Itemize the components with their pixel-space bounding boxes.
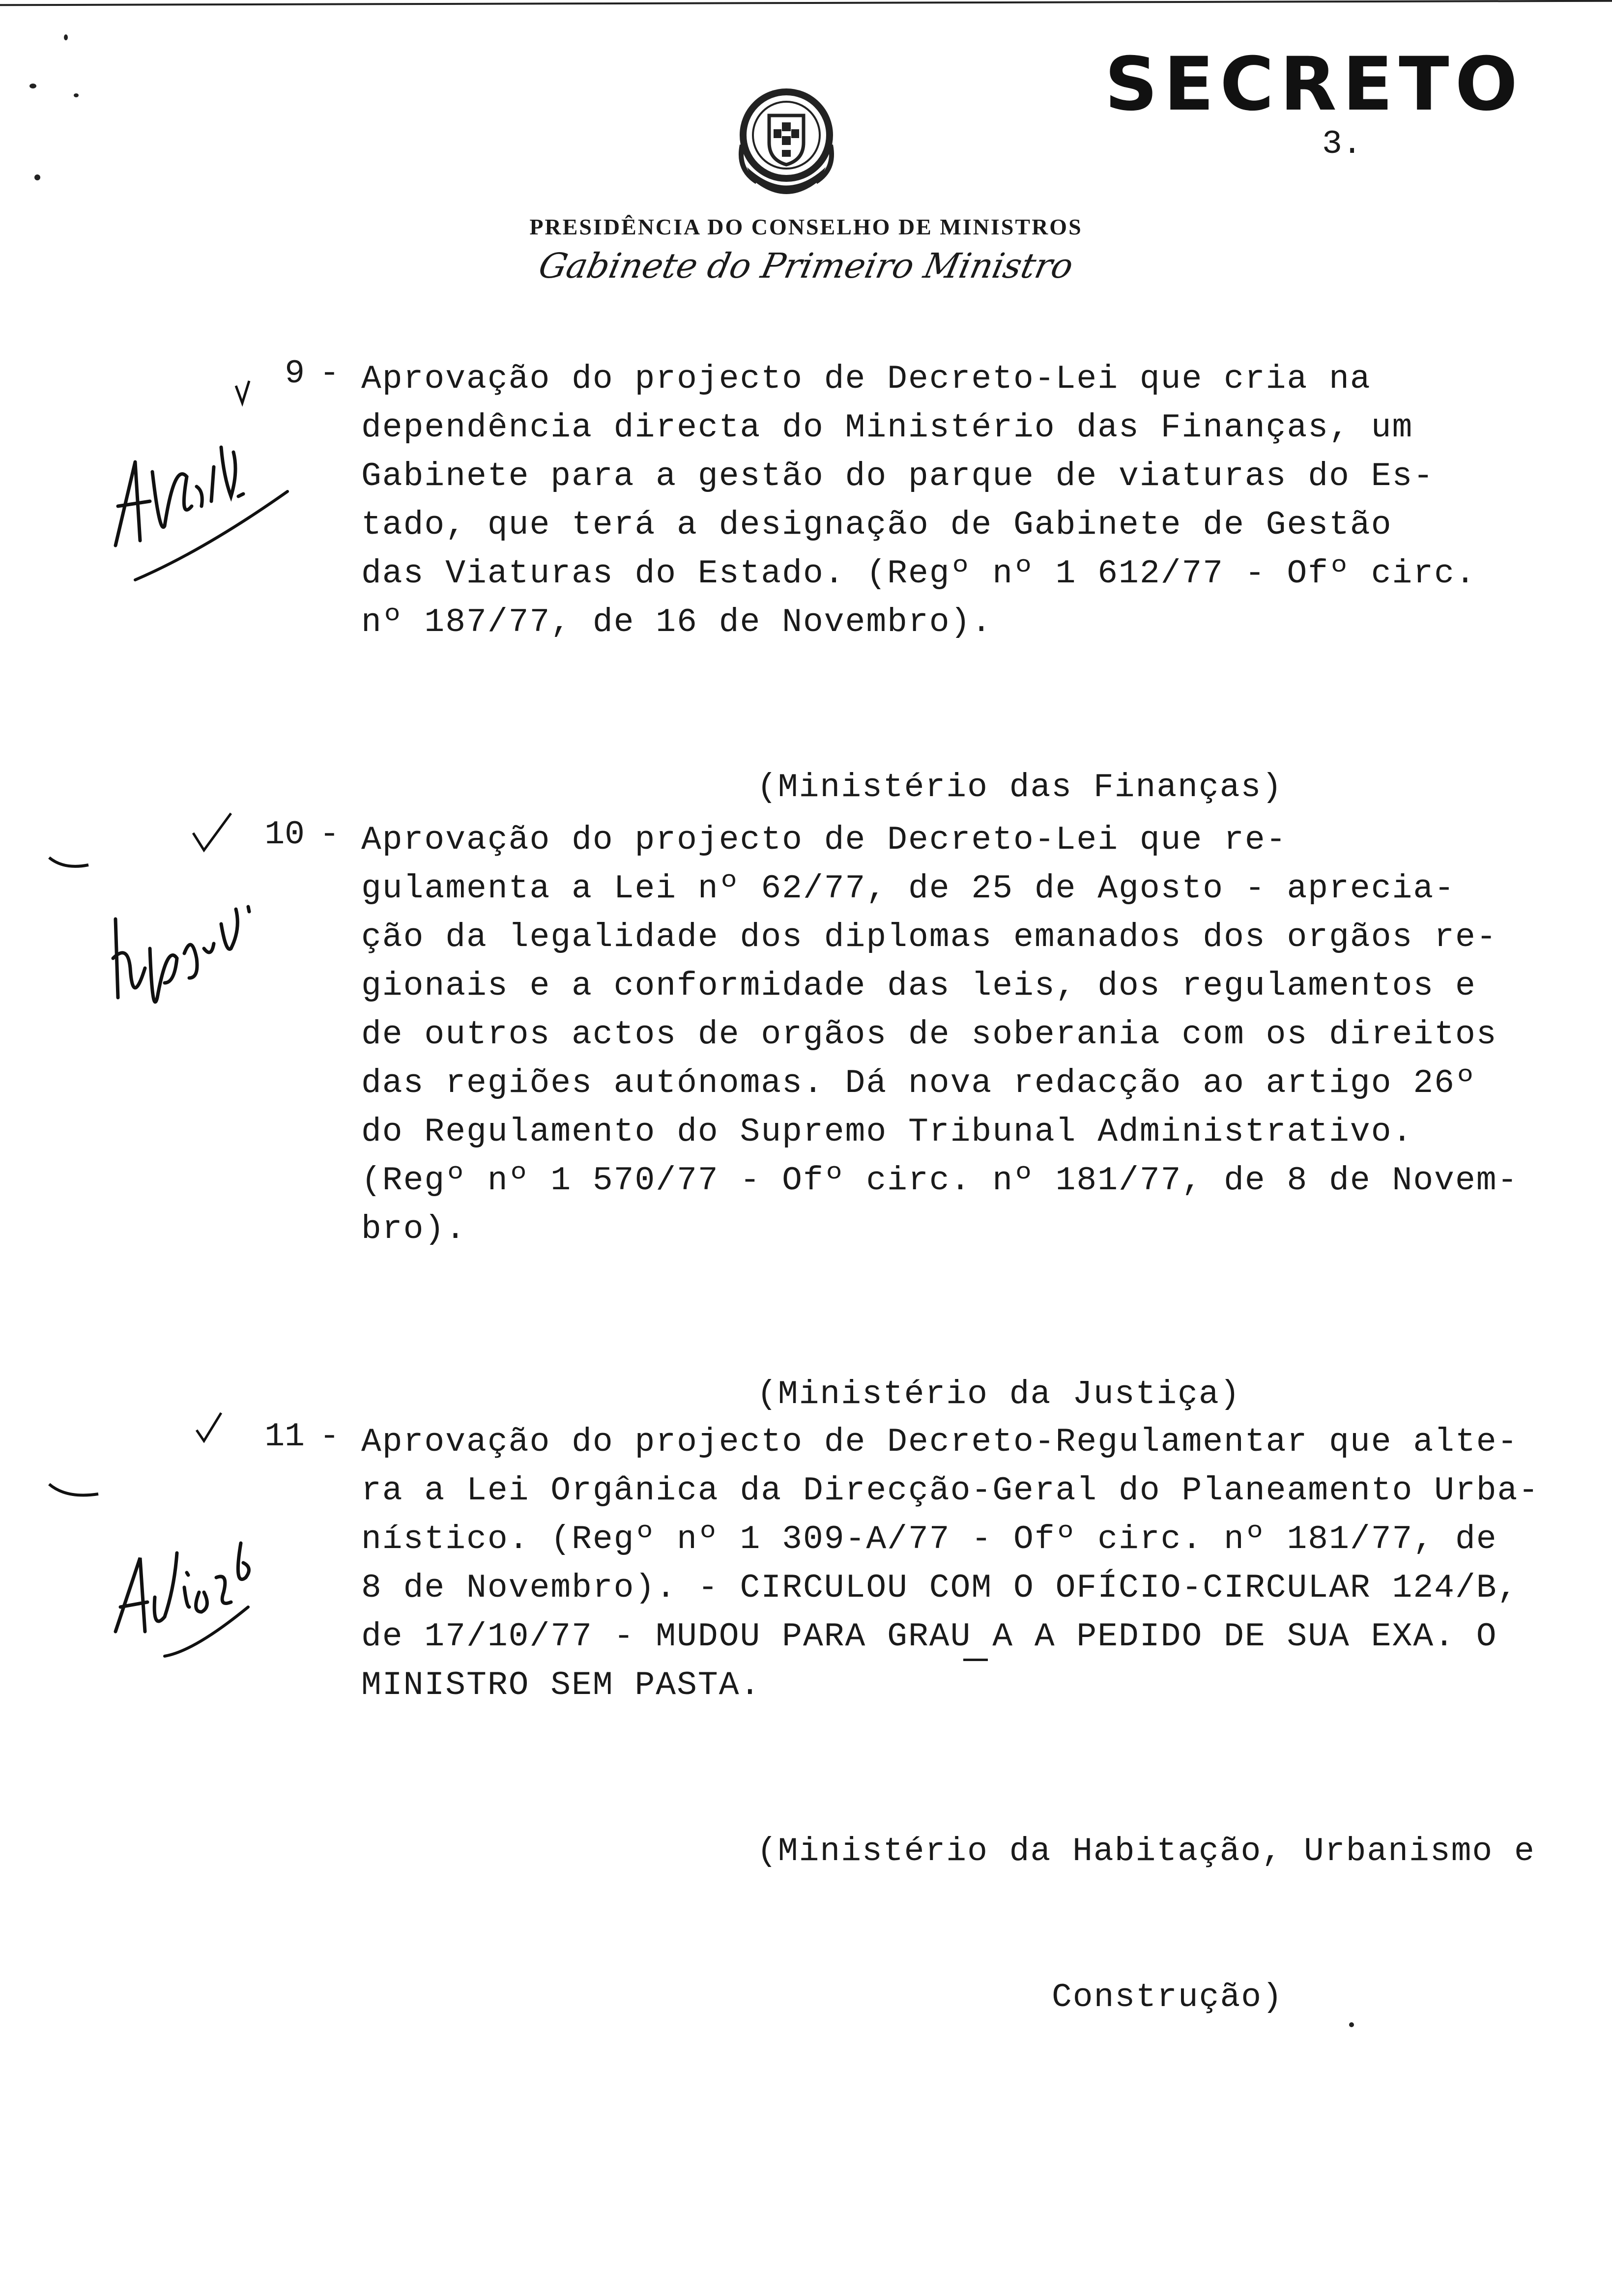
body-line: tado, que terá a designação de Gabinete de Gestão: [361, 506, 1392, 544]
margin-tick-icon: [47, 1479, 101, 1504]
body-line: Aprovação do projecto de Decreto-Lei que re-: [361, 821, 1287, 859]
body-line: nístico. (Regº nº 1 309-A/77 - Ofº circ. nº 181/77, de: [361, 1521, 1497, 1558]
scan-speck: [29, 84, 36, 88]
cabinet-subtitle: Gabinete do Primeiro Ministro: [535, 246, 1077, 286]
body-line: de 17/10/77 - MUDOU PARA GRAU A A PEDIDO DE SUA EXA. O: [361, 1618, 1497, 1656]
item-body: [361, 1418, 1539, 1710]
handwritten-annotation-adjourned: [106, 1533, 283, 1666]
handwritten-annotation-approved: [106, 432, 302, 595]
body-line: dependência directa do Ministério das Finanças, um: [361, 409, 1413, 447]
body-line: Aprovação do projecto de Decreto-Lei que cria na: [361, 360, 1371, 398]
scan-speck: [74, 93, 79, 97]
body-line: bro).: [361, 1210, 467, 1248]
body-line: ção da legalidade dos diplomas emanados dos orgãos re-: [361, 918, 1497, 956]
body-line: do Regulamento do Supremo Tribunal Administrativo.: [361, 1113, 1413, 1151]
item-dash: -: [319, 355, 340, 393]
item-dash: -: [319, 1418, 340, 1456]
body-line: Aprovação do projecto de Decreto-Regulamentar que alte-: [361, 1423, 1519, 1461]
margin-tick-icon: [47, 853, 91, 872]
ministry-line: (Ministério da Habitação, Urbanismo e: [757, 1833, 1535, 1870]
item-number: 11: [264, 1418, 305, 1456]
item-body: [361, 816, 1518, 1254]
item-number: 10: [264, 816, 305, 854]
body-line: das Viaturas do Estado. (Regº nº 1 612/77 - Ofº circ.: [361, 555, 1476, 593]
ministry-line: (Ministério da Justiça): [757, 1376, 1241, 1413]
check-mark-icon: [233, 378, 253, 408]
coat-of-arms-emblem: [727, 81, 845, 204]
scan-speck: [34, 174, 40, 180]
body-line: gulamenta a Lei nº 62/77, de 25 de Agosto - aprecia-: [361, 870, 1455, 908]
ministry-line: Construção): [1052, 1979, 1283, 2016]
body-line: ra a Lei Orgânica da Direcção-Geral do Planeamento Urba-: [361, 1472, 1540, 1510]
item-number: 9: [285, 355, 305, 393]
page-number: 3.: [1322, 125, 1362, 163]
check-mark-icon: [194, 1410, 224, 1445]
body-line: de outros actos de orgãos de soberania com os direitos: [361, 1016, 1497, 1054]
handwritten-annotation-approved: [106, 899, 268, 1027]
body-line: gionais e a conformidade das leis, dos regulamentos e: [361, 967, 1476, 1005]
body-line: 8 de Novembro). - CIRCULOU COM O OFÍCIO-CIRCULAR 124/B,: [361, 1569, 1519, 1607]
body-line: (Regº nº 1 570/77 - Ofº circ. nº 181/77, de 8 de Novem-: [361, 1162, 1519, 1200]
body-line: Gabinete para a gestão do parque de viaturas do Es-: [361, 458, 1435, 495]
ministry-label: [757, 1730, 1535, 2070]
item-body: [361, 355, 1476, 647]
classification-stamp: SECRETO: [1104, 42, 1524, 127]
underline-grade-a: [963, 1659, 988, 1661]
check-mark-icon: [189, 811, 233, 855]
body-line: das regiões autónomas. Dá nova redacção ao artigo 26º: [361, 1064, 1476, 1102]
institution-header: PRESIDÊNCIA DO CONSELHO DE MINISTROS: [529, 214, 1083, 239]
body-line: MINISTRO SEM PASTA.: [361, 1666, 761, 1704]
body-line: nº 187/77, de 16 de Novembro).: [361, 603, 993, 641]
ministry-line: (Ministério das Finanças): [757, 769, 1283, 806]
scan-speck: [64, 34, 68, 40]
top-edge-line: [0, 0, 1612, 6]
item-dash: -: [319, 816, 340, 854]
